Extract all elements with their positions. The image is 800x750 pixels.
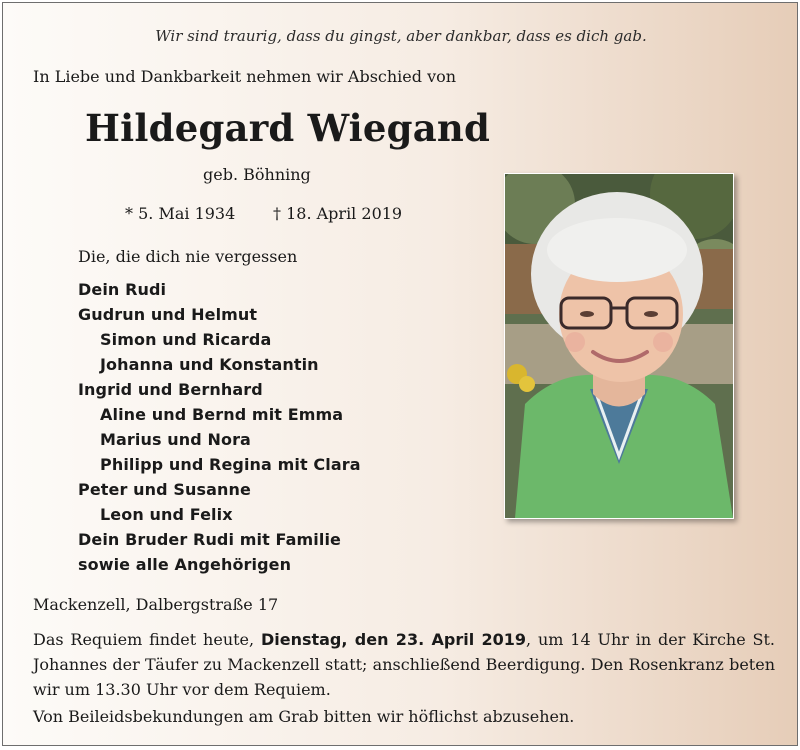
portrait-photo bbox=[504, 173, 734, 519]
mourners-list bbox=[78, 277, 361, 577]
obituary-notice bbox=[2, 2, 798, 746]
requiem-text-part2: , um 14 Uhr in der Kirche St. Johannes der Täufer zu Mackenzell statt; anschließend Beerdigung. Den Rosenkranz beten wir um 13.30 Uhr vor dem Requiem. bbox=[33, 630, 776, 699]
mourner-item: Dein Bruder Rudi mit Familie bbox=[78, 530, 341, 549]
requiem-text-part1: Das Requiem findet heute, bbox=[33, 630, 261, 649]
mourner-item: Ingrid und Bernhard bbox=[78, 380, 263, 399]
maiden-name: geb. Böhning bbox=[203, 165, 311, 184]
birth-date: * 5. Mai 1934 bbox=[125, 204, 236, 223]
portrait-image bbox=[505, 174, 733, 518]
mourner-item: Johanna und Konstantin bbox=[100, 355, 319, 374]
mourner-item: Leon und Felix bbox=[100, 505, 233, 524]
motto: Wir sind traurig, dass du gingst, aber dankbar, dass es dich gab. bbox=[155, 27, 647, 45]
mourner-item: Aline und Bernd mit Emma bbox=[100, 405, 344, 424]
deceased-name: Hildegard Wiegand bbox=[85, 106, 491, 150]
mourner-item: Marius und Nora bbox=[100, 430, 251, 449]
mourners-intro: Die, die dich nie vergessen bbox=[78, 247, 298, 266]
mourner-item: Simon und Ricarda bbox=[100, 330, 272, 349]
address: Mackenzell, Dalbergstraße 17 bbox=[33, 595, 279, 614]
condolence-note: Von Beileidsbekundungen am Grab bitten wir höflichst abzusehen. bbox=[33, 707, 575, 726]
mourner-item: sowie alle Angehörigen bbox=[78, 555, 292, 574]
intro-text: In Liebe und Dankbarkeit nehmen wir Abschied von bbox=[33, 67, 457, 86]
death-date: † 18. April 2019 bbox=[273, 204, 403, 223]
requiem-day: Dienstag, den 23. April 2019 bbox=[260, 630, 527, 649]
mourner-item: Peter und Susanne bbox=[78, 480, 251, 499]
mourner-item: Dein Rudi bbox=[78, 280, 167, 299]
requiem-text bbox=[33, 627, 775, 702]
mourner-item: Gudrun und Helmut bbox=[78, 305, 258, 324]
mourner-item: Philipp und Regina mit Clara bbox=[100, 455, 361, 474]
